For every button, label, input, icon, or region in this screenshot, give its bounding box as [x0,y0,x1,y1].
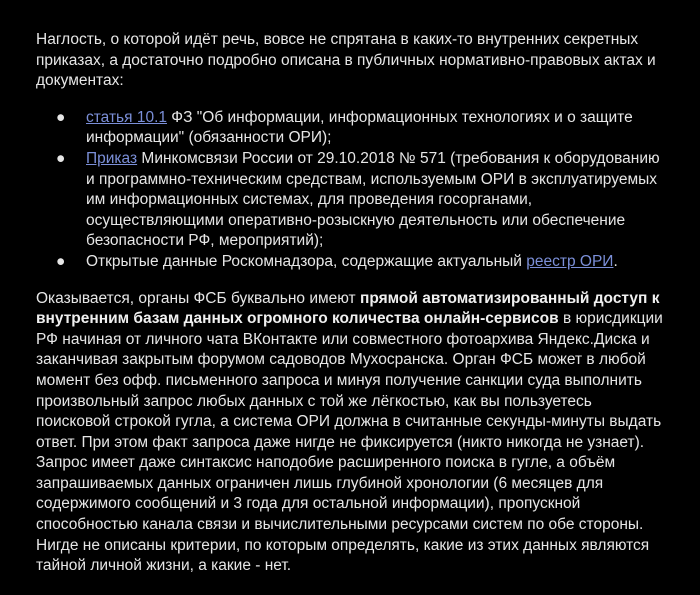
main-rest: в юрисдикции РФ начиная от личного чата ВКонтакте или совместного фотоархива Яндекс.Диска и заканчивая закрытым форумом садоводов Мухосранска. Орган ФСБ может в любой момент без офф. письменного запроса и минуя получение санкции суда выполнить произвольный запрос любых данных с той же лёгкостью, как вы пользуетесь поисковой строкой гугла, а система ОРИ должна в считанные секунды-минуты выдать ответ. При этом факт запроса даже нигде не фиксируется (никто никогда не узнает). Запрос имеет даже синтаксис наподобие расширенного поиска в гугле, а объём запрашиваемых данных ограничен лишь глубиной хронологии (6 месяцев для содержимого сообщений и 3 года для остальной информации), пропускной способностью канала связи и вычислительными ресурсами систем по обе стороны. Нигде не описаны критерии, по которым определять, какие из этих данных являются тайной личной жизни, а какие - нет. [36,310,663,575]
bullet-icon: ● [56,252,66,270]
main-lead: Оказывается, органы ФСБ буквально имеют [36,289,360,307]
main-paragraph [36,289,668,577]
order-link[interactable]: Приказ [86,149,138,167]
bullet-icon: ● [56,108,66,126]
law-article-link[interactable]: статья 10.1 [86,108,167,126]
open-data-text: Открытые данные Роскомнадзора, содержащие актуальный [86,252,527,270]
intro-paragraph: Наглость, о которой идёт речь, вовсе не спрятана в каких-то внутренних секретных приказах, а достаточно подробно описана в публичных нормативно-правовых актах и документах: [36,31,656,90]
open-data-period: . [613,252,618,270]
legal-acts-list [36,108,668,273]
list-item-open-data [36,252,668,273]
law-article-text: ФЗ "Об информации, информационных технологиях и о защите информации" (обязанности ОРИ); [86,108,633,147]
order-text: Минкомсвязи России от 29.10.2018 № 571 (требования к оборудованию и программно-техническим средствам, используемым ОРИ в эксплуатируемых им информационных системах, для проведения госорганами, осуществляющими оперативно-розыскную деятельность или обеспечение безопасности РФ, мероприятий); [86,149,660,250]
list-item-law-article [36,108,668,149]
list-item-order [36,149,668,252]
article-body [36,30,668,577]
main-bold-claim: прямой автоматизированный доступ к внутренним базам данных огромного количества онлайн-сервисов [36,289,660,328]
bullet-icon: ● [56,149,66,167]
registry-link[interactable]: реестр ОРИ [526,252,614,270]
